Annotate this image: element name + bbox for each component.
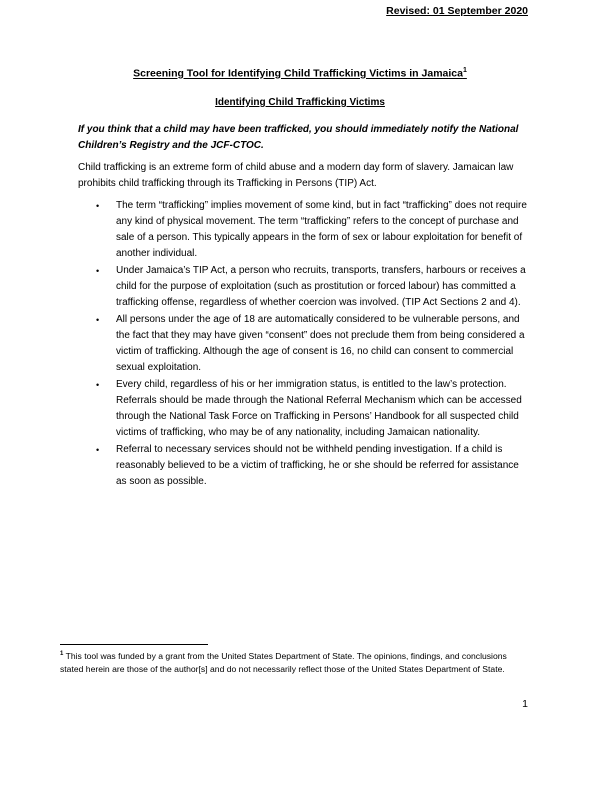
document-title [0,67,600,80]
footnote [60,648,530,676]
list-item [96,442,528,490]
list-item-text: The term “trafficking” implies movement of some kind, but in fact “trafficking” does not require any kind of physical movement. The term “trafficking” refers to the concept of purchase and sale of a person. This typically appears in the form of sex or labour exploitation for benefit of another individual. [116,200,527,259]
list-item-text: Under Jamaica’s TIP Act, a person who recruits, transports, transfers, harbours or receives a child for the purpose of exploitation (such as prostitution or forced labour) has committed a trafficking offense, regardless of whether coercion was involved. (TIP Act Sections 2 and 4). [116,265,526,308]
bullet-icon: • [96,201,100,211]
document-subtitle: Identifying Child Trafficking Victims [215,97,385,108]
revision-date: Revised: 01 September 2020 [386,5,528,17]
footnote-text: This tool was funded by a grant from the United States Department of State. The opinions, findings, and conclusions stated herein are those of the author[s] and do not necessarily reflect those of the United States Department of State. [60,650,507,674]
title-footnote-mark[interactable]: 1 [462,67,467,74]
footnote-divider [60,644,208,645]
list-item [96,198,528,262]
bullet-list [96,198,528,491]
bullet-icon: • [96,315,100,325]
list-item [96,377,528,441]
document-title-text: Screening Tool for Identifying Child Trafficking Victims in Jamaica [133,67,463,80]
bullet-icon: • [96,445,100,455]
list-item [96,312,528,376]
page-number: 1 [522,698,528,710]
bullet-icon: • [96,380,100,390]
footnote-mark: 1 [60,651,64,657]
list-item [96,263,528,311]
list-item-text: All persons under the age of 18 are automatically considered to be vulnerable persons, and the fact that they may have given “consent” does not preclude them from being considered a victim of trafficking. Although the age of consent is 16, no child can consent to commercial sexual exploitation. [116,314,525,373]
intro-paragraph: Child trafficking is an extreme form of child abuse and a modern day form of slavery. Jamaican law prohibits child trafficking through its Trafficking in Persons (TIP) Act. [78,162,514,189]
bullet-icon: • [96,266,100,276]
notice-paragraph: If you think that a child may have been trafficked, you should immediately notify the National Children’s Registry and the JCF-CTOC. [78,124,519,151]
list-item-text: Referral to necessary services should not be withheld pending investigation. If a child is reasonably believed to be a victim of trafficking, he or she should be referred for assistance as soon as possible. [116,444,519,487]
list-item-text: Every child, regardless of his or her immigration status, is entitled to the law’s protection. Referrals should be made through the National Referral Mechanism which can be accessed through the National Task Force on Trafficking in Persons’ Handbook for all suspected child victims of trafficking, who may be of any nationality, including Jamaican nationality. [116,379,522,438]
